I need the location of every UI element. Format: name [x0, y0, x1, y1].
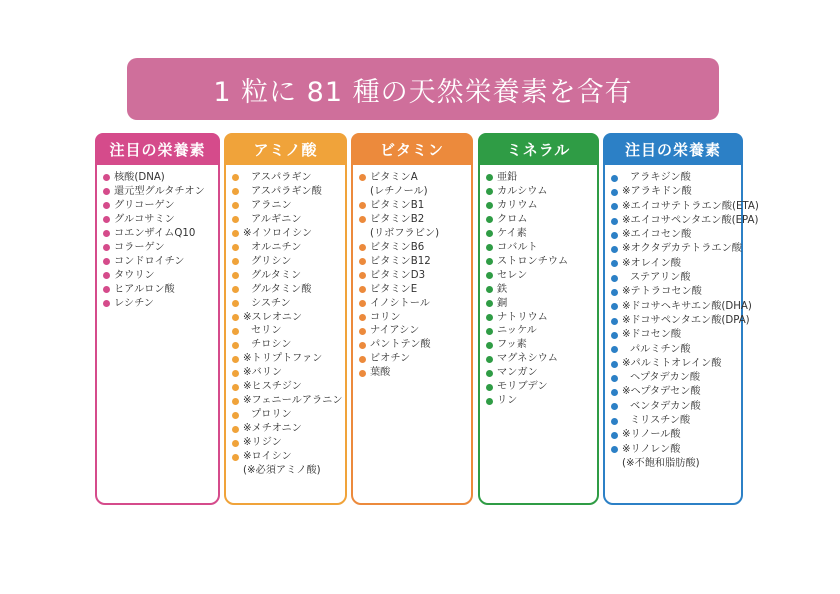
- nutrient-label: ビタミンB2: [370, 213, 425, 225]
- bullet-dot-icon: [359, 258, 366, 265]
- nutrient-label: ビタミンE: [370, 283, 418, 295]
- nutrient-item: [359, 269, 471, 283]
- nutrient-label: マンガン: [497, 367, 538, 379]
- nutrient-label: ※オレイン酸: [622, 257, 681, 269]
- bullet-dot-icon: [611, 189, 618, 196]
- nutrient-label: ビタミンA: [370, 172, 418, 183]
- bullet-dot-icon: [611, 246, 618, 253]
- nutrient-item: [611, 371, 741, 385]
- nutrient-item: [232, 269, 345, 283]
- nutrient-item: [611, 314, 750, 328]
- bullet-dot-icon: [103, 300, 110, 307]
- bullet-dot-icon: [486, 300, 493, 307]
- nutrient-label: ※パルミトオレイン酸: [622, 357, 722, 369]
- nutrient-label: 鉄: [497, 283, 508, 295]
- nutrient-item: [359, 311, 471, 325]
- bullet-dot-icon: [486, 370, 493, 377]
- nutrient-label: タウリン: [114, 269, 155, 281]
- bullet-dot-icon: [103, 244, 110, 251]
- nutrient-label: 葉酸: [370, 367, 391, 379]
- nutrient-label: ※エイコサペンタエン酸(EPA): [622, 214, 759, 226]
- bullet-dot-icon: [232, 230, 239, 237]
- nutrient-item: [232, 283, 345, 297]
- nutrient-item: [611, 271, 741, 285]
- bullet-dot-icon: [486, 216, 493, 223]
- nutrient-label: 核酸(DNA): [114, 172, 165, 183]
- bullet-dot-icon: [232, 454, 239, 461]
- bullet-dot-icon: [103, 286, 110, 293]
- nutrient-label: フッ素: [497, 339, 527, 351]
- nutrient-item: [611, 185, 741, 199]
- bullet-dot-icon: [486, 272, 493, 279]
- nutrient-list: [605, 171, 759, 457]
- nutrient-item: [486, 297, 597, 311]
- bullet-dot-icon: [611, 318, 618, 325]
- nutrient-item: [232, 338, 345, 352]
- nutrient-label: イノシトール: [370, 297, 430, 309]
- nutrient-label: ナイアシン: [370, 325, 420, 337]
- bullet-dot-icon: [611, 303, 618, 310]
- nutrient-label: ※ロイシン: [243, 451, 292, 463]
- nutrient-label: アラキジン酸: [630, 172, 691, 183]
- nutrient-item: [486, 171, 597, 185]
- nutrient-label: ※スレオニン: [243, 311, 303, 323]
- nutrient-label: セレン: [497, 269, 528, 281]
- nutrient-item: [611, 228, 741, 242]
- nutrient-item: [359, 352, 471, 366]
- nutrient-label: パントテン酸: [370, 339, 431, 351]
- bullet-dot-icon: [611, 389, 618, 396]
- nutrient-list: [226, 171, 345, 464]
- nutrient-label: セリン: [251, 325, 282, 337]
- nutrient-item: [232, 227, 345, 241]
- nutrient-item: [232, 366, 345, 380]
- bullet-dot-icon: [232, 188, 239, 195]
- nutrient-item: [486, 213, 597, 227]
- nutrient-item: [359, 283, 471, 297]
- nutrient-item: [232, 185, 345, 199]
- bullet-dot-icon: [486, 398, 493, 405]
- nutrient-label: コエンザイムQ10: [114, 227, 196, 239]
- nutrient-item: [486, 380, 597, 394]
- nutrient-item: [232, 408, 345, 422]
- bullet-dot-icon: [486, 356, 493, 363]
- nutrient-item: [359, 185, 471, 199]
- bullet-dot-icon: [232, 342, 239, 349]
- nutrient-item: [359, 199, 471, 213]
- nutrient-label: ビタミンB12: [370, 255, 431, 267]
- nutrient-item: [486, 283, 597, 297]
- bullet-dot-icon: [359, 300, 366, 307]
- bullet-dot-icon: [486, 230, 493, 237]
- bullet-dot-icon: [232, 174, 239, 181]
- nutrient-item: [103, 199, 218, 213]
- bullet-dot-icon: [103, 258, 110, 265]
- nutrient-item: [611, 443, 741, 457]
- nutrient-item: [359, 366, 471, 380]
- nutrient-item: [359, 171, 471, 185]
- bullet-dot-icon: [611, 375, 618, 382]
- nutrient-label: ※ヒスチジン: [243, 381, 302, 393]
- bullet-dot-icon: [486, 314, 493, 321]
- nutrient-label: ※メチオニン: [243, 423, 302, 435]
- nutrient-item: [486, 324, 597, 338]
- bullet-dot-icon: [359, 286, 366, 293]
- nutrient-item: [611, 328, 741, 342]
- bullet-dot-icon: [232, 314, 239, 321]
- bullet-dot-icon: [611, 260, 618, 267]
- nutrient-item: [232, 311, 345, 325]
- bullet-dot-icon: [611, 218, 618, 225]
- bullet-dot-icon: [232, 258, 239, 265]
- bullet-dot-icon: [486, 188, 493, 195]
- bullet-dot-icon: [611, 361, 618, 368]
- bullet-dot-icon: [611, 446, 618, 453]
- nutrient-item: [232, 380, 345, 394]
- nutrient-item: [232, 241, 345, 255]
- nutrient-label: プロリン: [251, 409, 292, 421]
- nutrient-label: マグネシウム: [497, 353, 558, 365]
- bullet-dot-icon: [359, 328, 366, 335]
- nutrient-item: [486, 241, 597, 255]
- nutrient-item: [103, 283, 218, 297]
- bullet-dot-icon: [486, 384, 493, 391]
- nutrient-item: [359, 338, 471, 352]
- nutrient-label: パルミチン酸: [630, 343, 691, 355]
- nutrient-label: アスパラギン: [251, 172, 312, 183]
- nutrient-item: [486, 352, 597, 366]
- bullet-dot-icon: [103, 188, 110, 195]
- nutrient-label: コバルト: [497, 241, 538, 253]
- bullet-dot-icon: [232, 244, 239, 251]
- nutrient-label: ケイ素: [497, 227, 527, 239]
- nutrient-label: アラニン: [251, 199, 292, 211]
- bullet-dot-icon: [359, 244, 366, 251]
- nutrient-label: ※オクタデカテトラエン酸: [622, 243, 742, 255]
- bullet-dot-icon: [611, 332, 618, 339]
- nutrient-item: [611, 343, 741, 357]
- nutrient-item: [103, 227, 218, 241]
- nutrient-item: [486, 338, 597, 352]
- nutrient-item: [611, 200, 759, 214]
- nutrient-item: [486, 185, 597, 199]
- nutrient-item: [486, 255, 597, 269]
- bullet-dot-icon: [232, 398, 239, 405]
- nutrient-label: カルシウム: [497, 185, 548, 197]
- nutrient-label: ※アラキドン酸: [622, 186, 692, 198]
- nutrient-label: ビタミンD3: [370, 269, 426, 281]
- nutrient-label: ベンタデカン酸: [630, 400, 701, 412]
- bullet-dot-icon: [103, 202, 110, 209]
- nutrient-item: [232, 394, 345, 408]
- column-vitamins: [351, 133, 473, 505]
- nutrient-label: グリコーゲン: [114, 199, 175, 211]
- bullet-dot-icon: [232, 356, 239, 363]
- nutrient-label: チロシン: [251, 339, 292, 351]
- nutrient-label: 還元型グルタチオン: [114, 185, 205, 197]
- nutrient-label: (リボフラビン): [370, 227, 440, 239]
- nutrient-label: ヘプタデカン酸: [630, 372, 701, 384]
- bullet-dot-icon: [611, 403, 618, 410]
- nutrient-item: [359, 255, 471, 269]
- nutrient-item: [103, 255, 218, 269]
- bullet-dot-icon: [611, 432, 618, 439]
- nutrient-item: [611, 428, 741, 442]
- nutrient-label: コンドロイチン: [114, 255, 185, 267]
- column-minerals: [478, 133, 599, 505]
- column-header: ビタミン: [351, 133, 473, 165]
- nutrient-label: ビタミンB6: [370, 241, 425, 253]
- bullet-dot-icon: [359, 370, 366, 377]
- nutrient-item: [103, 241, 218, 255]
- bullet-dot-icon: [611, 175, 618, 182]
- bullet-dot-icon: [359, 314, 366, 321]
- nutrient-label: アルギニン: [251, 213, 302, 225]
- nutrient-item: [611, 242, 741, 256]
- nutrient-item: [611, 300, 752, 314]
- nutrient-item: [232, 352, 345, 366]
- nutrient-item: [611, 400, 741, 414]
- footnote: (※必須アミノ酸): [243, 465, 321, 477]
- bullet-dot-icon: [611, 203, 618, 210]
- bullet-dot-icon: [232, 202, 239, 209]
- nutrient-label: 亜鉛: [497, 172, 518, 183]
- nutrient-label: ビオチン: [370, 353, 411, 365]
- nutrient-item: [232, 450, 345, 464]
- nutrient-label: ※リノール酸: [622, 429, 681, 441]
- bullet-dot-icon: [232, 384, 239, 391]
- nutrient-label: コリン: [370, 311, 401, 323]
- bullet-dot-icon: [611, 275, 618, 282]
- nutrient-label: リン: [497, 395, 518, 407]
- column-amino-acids: [224, 133, 347, 505]
- bullet-dot-icon: [359, 174, 366, 181]
- column-header: 注目の栄養素: [603, 133, 743, 165]
- bullet-dot-icon: [486, 328, 493, 335]
- nutrient-label: 銅: [497, 297, 508, 309]
- nutrient-label: グリシン: [251, 255, 292, 267]
- nutrient-label: レシチン: [114, 297, 154, 309]
- nutrient-item: [359, 297, 471, 311]
- nutrient-item: [232, 324, 345, 338]
- nutrient-item: [486, 366, 597, 380]
- bullet-dot-icon: [232, 286, 239, 293]
- nutrient-item: [611, 414, 741, 428]
- nutrient-item: [103, 185, 218, 199]
- bullet-dot-icon: [103, 216, 110, 223]
- column-featured-nutrients: [95, 133, 220, 505]
- nutrient-item: [611, 214, 759, 228]
- nutrient-label: ナトリウム: [497, 311, 548, 323]
- bullet-dot-icon: [486, 258, 493, 265]
- bullet-dot-icon: [611, 289, 618, 296]
- nutrient-item: [359, 324, 471, 338]
- bullet-dot-icon: [232, 300, 239, 307]
- nutrient-item: [232, 422, 345, 436]
- bullet-dot-icon: [359, 356, 366, 363]
- nutrient-item: [232, 436, 345, 450]
- nutrient-label: ※ドコサペンタエン酸(DPA): [622, 314, 750, 326]
- nutrient-label: グルコサミン: [114, 213, 175, 225]
- nutrient-item: [359, 241, 471, 255]
- nutrient-item: [359, 213, 471, 227]
- bullet-dot-icon: [103, 272, 110, 279]
- nutrient-item: [103, 171, 218, 185]
- column-fatty-acids: [603, 133, 759, 505]
- nutrient-item: [359, 227, 471, 241]
- nutrient-item: [103, 269, 218, 283]
- column-header: アミノ酸: [224, 133, 347, 165]
- nutrient-label: ミリスチン酸: [630, 415, 691, 427]
- bullet-dot-icon: [103, 230, 110, 237]
- bullet-dot-icon: [486, 286, 493, 293]
- nutrient-label: ※テトラコセン酸: [622, 286, 702, 298]
- bullet-dot-icon: [232, 328, 239, 335]
- bullet-dot-icon: [232, 426, 239, 433]
- nutrient-label: ※トリプトファン: [243, 353, 323, 365]
- nutrient-list: [97, 171, 218, 311]
- nutrient-item: [486, 311, 597, 325]
- nutrient-item: [232, 199, 345, 213]
- nutrient-label: ※エイコセン酸: [622, 229, 692, 241]
- nutrient-label: ※エイコサテトラエン酸(ETA): [622, 200, 759, 212]
- nutrient-label: ※ドコサヘキサエン酸(DHA): [622, 300, 752, 312]
- nutrient-label: ※フェニールアラニン: [243, 395, 343, 407]
- nutrient-label: ステアリン酸: [630, 272, 691, 284]
- footnote: (※不飽和脂肪酸): [622, 457, 700, 469]
- nutrient-label: カリウム: [497, 199, 538, 211]
- nutrient-item: [611, 171, 741, 185]
- nutrient-label: クロム: [497, 213, 528, 225]
- nutrient-label: ※バリン: [243, 367, 283, 379]
- nutrient-label: ニッケル: [497, 325, 537, 337]
- nutrient-list: [353, 171, 471, 380]
- nutrient-item: [486, 227, 597, 241]
- nutrient-label: モリブデン: [497, 381, 548, 393]
- nutrient-item: [486, 269, 597, 283]
- bullet-dot-icon: [486, 174, 493, 181]
- bullet-dot-icon: [611, 418, 618, 425]
- nutrient-label: アスパラギン酸: [251, 185, 322, 197]
- nutrient-label: ※イソロイシン: [243, 227, 313, 239]
- title-banner: [127, 58, 719, 120]
- nutrient-item: [611, 257, 741, 271]
- nutrient-label: コラーゲン: [114, 241, 165, 253]
- nutrient-item: [232, 171, 345, 185]
- nutrient-label: ※リノレン酸: [622, 443, 681, 455]
- nutrient-label: グルタミン: [251, 269, 302, 281]
- bullet-dot-icon: [486, 202, 493, 209]
- nutrient-item: [611, 285, 741, 299]
- bullet-dot-icon: [359, 202, 366, 209]
- nutrient-label: (レチノール): [370, 185, 428, 197]
- bullet-dot-icon: [486, 342, 493, 349]
- nutrient-label: シスチン: [251, 297, 291, 309]
- nutrient-item: [232, 255, 345, 269]
- nutrient-item: [232, 213, 345, 227]
- bullet-dot-icon: [232, 412, 239, 419]
- bullet-dot-icon: [359, 272, 366, 279]
- bullet-dot-icon: [232, 370, 239, 377]
- bullet-dot-icon: [103, 174, 110, 181]
- nutrient-item: [486, 394, 597, 408]
- bullet-dot-icon: [232, 216, 239, 223]
- nutrient-label: オルニチン: [251, 241, 302, 253]
- nutrient-item: [232, 297, 345, 311]
- bullet-dot-icon: [359, 216, 366, 223]
- nutrient-label: ※リジン: [243, 437, 282, 449]
- nutrient-label: ストロンチウム: [497, 255, 569, 267]
- bullet-dot-icon: [486, 244, 493, 251]
- nutrient-label: グルタミン酸: [251, 283, 312, 295]
- nutrient-label: ※ドコセン酸: [622, 329, 682, 341]
- column-header: ミネラル: [478, 133, 599, 165]
- nutrient-item: [611, 357, 741, 371]
- nutrient-label: ヒアルロン酸: [114, 283, 175, 295]
- nutrient-item: [611, 385, 741, 399]
- page-title: 1 粒に 81 種の天然栄養素を含有: [213, 76, 633, 108]
- bullet-dot-icon: [611, 232, 618, 239]
- nutrient-item: [103, 297, 218, 311]
- bullet-dot-icon: [232, 272, 239, 279]
- nutrient-item: [103, 213, 218, 227]
- bullet-dot-icon: [359, 342, 366, 349]
- nutrient-item: [486, 199, 597, 213]
- bullet-dot-icon: [611, 346, 618, 353]
- nutrient-list: [480, 171, 597, 408]
- column-header: 注目の栄養素: [95, 133, 220, 165]
- bullet-dot-icon: [232, 440, 239, 447]
- nutrient-label: ※ヘプタデセン酸: [622, 386, 701, 398]
- nutrient-label: ビタミンB1: [370, 199, 425, 211]
